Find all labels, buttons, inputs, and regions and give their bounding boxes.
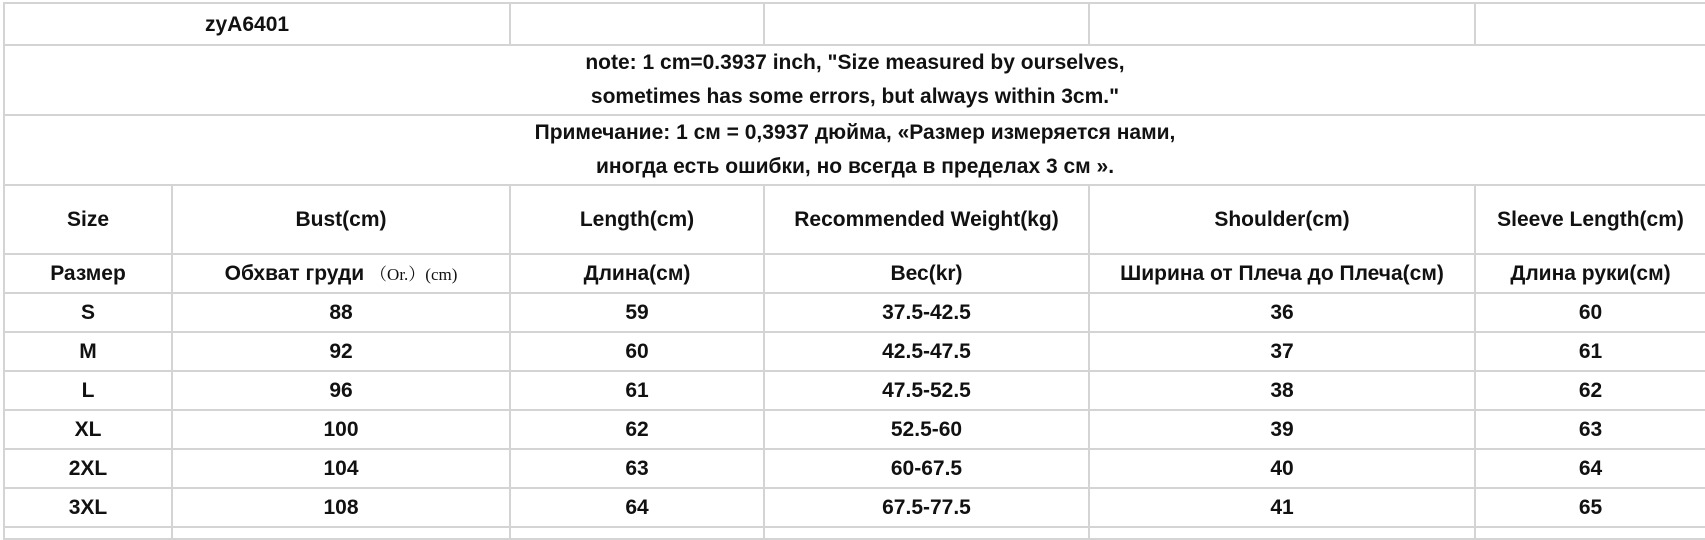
header-ru-bust-suffix: （Or.）(cm) [370, 265, 458, 284]
empty-cell [510, 3, 764, 45]
table-row-2xl [4, 449, 1705, 488]
cell-weight: 47.5-52.5 [764, 371, 1089, 410]
empty-cell [172, 527, 510, 539]
cell-sleeve: 63 [1475, 410, 1705, 449]
note-ru-row [4, 115, 1705, 185]
cell-length: 59 [510, 293, 764, 332]
table-row-s [4, 293, 1705, 332]
cell-bust: 96 [172, 371, 510, 410]
header-ru-shoulder: Ширина от Плеча до Плеча(см) [1089, 254, 1475, 293]
cell-size: L [4, 371, 172, 410]
note-en-line-2: sometimes has some errors, but always within 3cm." [590, 85, 1120, 108]
cell-length: 61 [510, 371, 764, 410]
header-ru-size: Размер [4, 254, 172, 293]
empty-cell [1089, 527, 1475, 539]
cell-sleeve: 65 [1475, 488, 1705, 527]
header-shoulder: Shoulder(cm) [1089, 185, 1475, 254]
cell-weight: 52.5-60 [764, 410, 1089, 449]
cell-shoulder: 40 [1089, 449, 1475, 488]
size-chart-table [3, 2, 1705, 540]
cell-shoulder: 36 [1089, 293, 1475, 332]
header-sleeve: Sleeve Length(cm) [1475, 185, 1705, 254]
cell-shoulder: 39 [1089, 410, 1475, 449]
table-row-xl [4, 410, 1705, 449]
header-weight: Recommended Weight(kg) [764, 185, 1089, 254]
table-row-l [4, 371, 1705, 410]
table-row-3xl [4, 488, 1705, 527]
empty-cell [764, 3, 1089, 45]
note-en-row [4, 45, 1705, 115]
cell-shoulder: 38 [1089, 371, 1475, 410]
empty-cell [510, 527, 764, 539]
header-row-ru [4, 254, 1705, 293]
cell-size: XL [4, 410, 172, 449]
cell-sleeve: 62 [1475, 371, 1705, 410]
cell-size: 2XL [4, 449, 172, 488]
table-row-m [4, 332, 1705, 371]
cell-bust: 92 [172, 332, 510, 371]
header-size: Size [4, 185, 172, 254]
header-ru-sleeve: Длина руки(см) [1475, 254, 1705, 293]
note-en [4, 45, 1705, 115]
header-ru-bust [172, 254, 510, 293]
header-ru-bust-main: Обхват груди [224, 262, 365, 285]
cell-shoulder: 41 [1089, 488, 1475, 527]
cell-sleeve: 61 [1475, 332, 1705, 371]
cell-weight: 67.5-77.5 [764, 488, 1089, 527]
cell-sleeve: 60 [1475, 293, 1705, 332]
cell-bust: 104 [172, 449, 510, 488]
cell-weight: 37.5-42.5 [764, 293, 1089, 332]
empty-cell [1475, 3, 1705, 45]
note-ru-line-2: иногда есть ошибки, но всегда в пределах 3 см ». [595, 155, 1115, 178]
header-length: Length(cm) [510, 185, 764, 254]
cell-size: 3XL [4, 488, 172, 527]
header-ru-weight: Вес(kr) [764, 254, 1089, 293]
empty-cell [1475, 527, 1705, 539]
product-code: zyA6401 [4, 3, 510, 45]
header-row-en [4, 185, 1705, 254]
cell-length: 64 [510, 488, 764, 527]
cell-bust: 100 [172, 410, 510, 449]
cell-length: 60 [510, 332, 764, 371]
cell-bust: 108 [172, 488, 510, 527]
cell-shoulder: 37 [1089, 332, 1475, 371]
empty-cell [4, 527, 172, 539]
cell-weight: 42.5-47.5 [764, 332, 1089, 371]
empty-cell [764, 527, 1089, 539]
empty-cell [1089, 3, 1475, 45]
header-bust: Bust(cm) [172, 185, 510, 254]
cell-length: 63 [510, 449, 764, 488]
cell-size: M [4, 332, 172, 371]
cell-weight: 60-67.5 [764, 449, 1089, 488]
cell-sleeve: 64 [1475, 449, 1705, 488]
cell-size: S [4, 293, 172, 332]
note-ru-line-1: Примечание: 1 см = 0,3937 дюйма, «Размер измеряется нами, [534, 121, 1176, 144]
cell-length: 62 [510, 410, 764, 449]
product-code-row [4, 3, 1705, 45]
header-ru-length: Длина(см) [510, 254, 764, 293]
note-ru [4, 115, 1705, 185]
cell-bust: 88 [172, 293, 510, 332]
table-row-empty [4, 527, 1705, 539]
note-en-line-1: note: 1 cm=0.3937 inch, "Size measured by ourselves, [585, 51, 1125, 74]
